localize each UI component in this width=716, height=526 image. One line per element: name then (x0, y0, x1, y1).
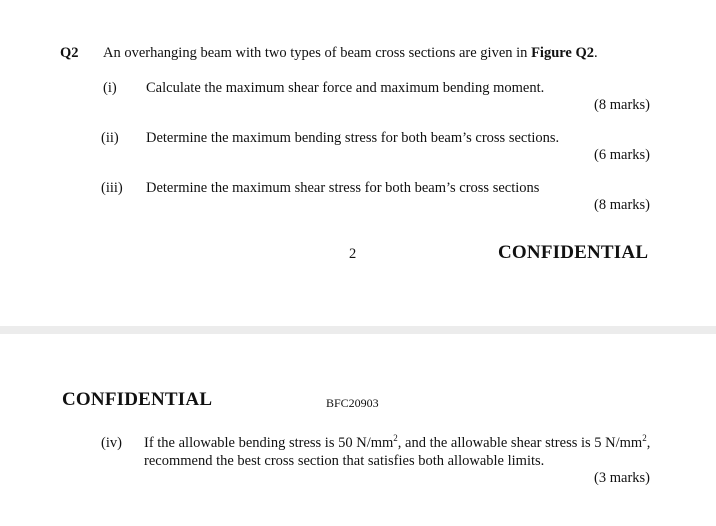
confidential-header: CONFIDENTIAL (62, 389, 213, 410)
question-intro (103, 45, 598, 62)
part-iv-line-1-c: , (646, 435, 651, 451)
part-ii-number: (ii) (101, 130, 119, 146)
question-intro-end: . (594, 45, 598, 61)
part-iii-marks: (8 marks) (594, 197, 650, 213)
course-code: BFC20903 (326, 396, 379, 410)
part-iv-line-1 (144, 435, 650, 452)
part-iii-number: (iii) (101, 180, 123, 196)
part-iii-text: Determine the maximum shear stress for both beam’s cross sections (146, 180, 540, 196)
part-iv-line-2: recommend the best cross section that satisfies both allowable limits. (144, 453, 545, 469)
part-iv-number: (iv) (101, 435, 122, 451)
figure-reference: Figure Q2 (531, 45, 595, 61)
page-number: 2 (349, 246, 357, 262)
superscript-2: 2 (393, 433, 398, 443)
superscript-2: 2 (642, 433, 647, 443)
page-separator (0, 326, 716, 334)
question-intro-text: An overhanging beam with two types of beam cross sections are given in (103, 45, 532, 61)
part-ii-marks: (6 marks) (594, 147, 650, 163)
confidential-footer: CONFIDENTIAL (498, 242, 649, 263)
part-iv-marks: (3 marks) (594, 470, 650, 486)
page-2 (0, 334, 716, 526)
part-i-text: Calculate the maximum shear force and maximum bending moment. (146, 80, 545, 96)
part-i-marks: (8 marks) (594, 97, 650, 113)
part-i-number: (i) (103, 80, 117, 96)
part-ii-text: Determine the maximum bending stress for both beam’s cross sections. (146, 130, 560, 146)
part-iv-line-1-a: If the allowable bending stress is 50 N/mm (144, 435, 394, 451)
part-iv-line-1-b: , and the allowable shear stress is 5 N/mm (397, 435, 643, 451)
question-number: Q2 (60, 45, 79, 61)
